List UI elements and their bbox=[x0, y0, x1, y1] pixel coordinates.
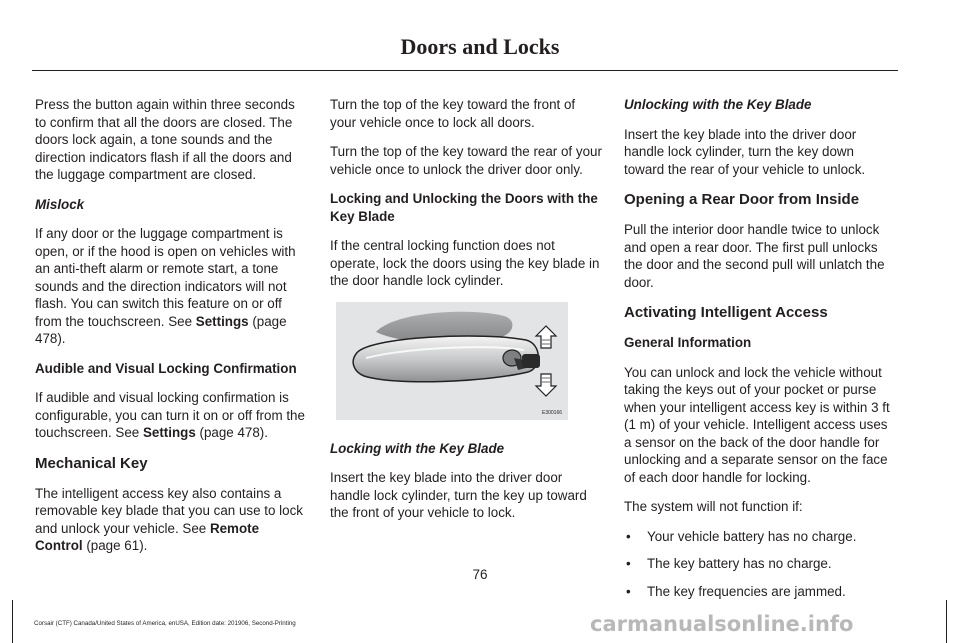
page-reference: (page 478). bbox=[195, 425, 268, 440]
list-item bbox=[624, 583, 896, 601]
subsection-label-unlocking: Unlocking with the Key Blade bbox=[624, 97, 812, 112]
list-item-text: The key battery has no charge. bbox=[647, 556, 832, 571]
page-reference: (page 478). bbox=[35, 313, 287, 346]
paragraph: Pull the interior door handle twice to unlock and open a rear door. The first pull unlocks the door and the second pull will unlatch the door. bbox=[624, 222, 885, 290]
header-rule bbox=[32, 70, 898, 71]
page-title: Doors and Locks bbox=[400, 34, 560, 59]
paragraph: The system will not function if: bbox=[624, 499, 803, 514]
door-handle-illustration bbox=[336, 302, 568, 420]
bullet-list bbox=[624, 528, 896, 601]
bullet-icon: • bbox=[626, 556, 631, 571]
paragraph: Turn the top of the key toward the front of your vehicle once to lock all doors. bbox=[330, 97, 576, 130]
column-3 bbox=[624, 96, 896, 610]
heading-intelligent-access: Activating Intelligent Access bbox=[624, 304, 828, 321]
paragraph: Press the button again within three seconds to confirm that all the doors are closed. The doors lock again, a tone sounds and the direction indicators flash if all the doors and the luggage compartment are closed. bbox=[35, 97, 295, 182]
door-handle-key-icon bbox=[336, 302, 568, 420]
crop-mark-left bbox=[12, 600, 13, 643]
text: The intelligent access key also contains a removable key blade that you can use to lock and unlock your vehicle. See bbox=[35, 485, 303, 536]
column-2 bbox=[330, 96, 602, 534]
edition-footer: Corsair (CTF) Canada/United States of America, enUSA, Edition date: 201906, Second-Printing bbox=[34, 620, 296, 627]
watermark-logo: carmanualsonline.info bbox=[590, 612, 854, 636]
bullet-icon: • bbox=[626, 583, 631, 599]
paragraph-mechanical-key bbox=[35, 485, 305, 555]
cross-reference-settings[interactable]: Settings bbox=[142, 425, 196, 440]
paragraph: Turn the top of the key toward the rear of your vehicle once to unlock the driver door only. bbox=[330, 144, 602, 177]
figure-code: E300166 bbox=[542, 409, 563, 416]
paragraph: Insert the key blade into the driver door handle lock cylinder, turn the key up toward the front of your vehicle to lock. bbox=[330, 470, 587, 520]
paragraph-audible bbox=[35, 389, 305, 442]
list-item bbox=[624, 528, 896, 546]
text: If any door or the luggage compartment is open, or if the hood is open on vehicles with an anti-theft alarm or remote start, a tone sounds and the direction indicators will not flash. You can switch this feature on or off from the touchscreen. See bbox=[35, 226, 296, 329]
paragraph: Insert the key blade into the driver door handle lock cylinder, turn the key down toward the rear of your vehicle to unlock. bbox=[624, 126, 866, 177]
heading-mechanical-key: Mechanical Key bbox=[35, 454, 148, 472]
page-number: 76 bbox=[472, 567, 488, 582]
text: If audible and visual locking confirmation is configurable, you can turn it on or off from the touchscreen. See bbox=[35, 390, 305, 440]
crop-mark-right bbox=[946, 600, 947, 643]
paragraph-mislock bbox=[35, 225, 305, 348]
page-reference: (page 61). bbox=[82, 538, 148, 553]
paragraph: If the central locking function does not operate, lock the doors using the key blade in the door handle lock cylinder. bbox=[330, 238, 600, 288]
bullet-icon: • bbox=[626, 528, 631, 544]
cross-reference-settings[interactable]: Settings bbox=[195, 313, 249, 329]
list-item-text: Your vehicle battery has no charge. bbox=[647, 528, 857, 544]
subsection-label-key-blade: Locking and Unlocking the Doors with the Key Blade bbox=[330, 191, 598, 224]
subsection-label-general: General Information bbox=[624, 335, 752, 350]
subsection-label-audible: Audible and Visual Locking Confirmation bbox=[35, 360, 297, 376]
column-1 bbox=[35, 96, 305, 567]
cross-reference-remote-control[interactable]: Remote Control bbox=[35, 520, 260, 553]
heading-rear-door: Opening a Rear Door from Inside bbox=[624, 191, 860, 208]
list-item-text: The key frequencies are jammed. bbox=[647, 583, 846, 599]
subsection-label-mislock: Mislock bbox=[35, 196, 85, 212]
subsection-label-locking: Locking with the Key Blade bbox=[330, 440, 505, 456]
paragraph: You can unlock and lock the vehicle without taking the keys out of your pocket or purse when your intelligent access key is within 3 ft (1 m) of your vehicle. Intelligent access uses a sensor on the back of the door handle for unlocking and a separate sensor on the face of each door handle for locking. bbox=[624, 364, 890, 485]
